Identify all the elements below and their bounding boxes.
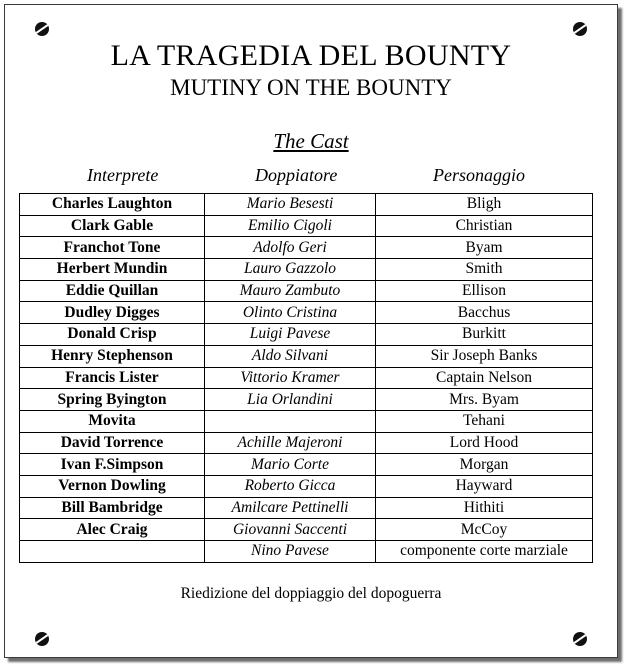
table-row [20,432,593,454]
dubber-cell: Mario Corte [205,454,376,476]
column-header-actor: Interprete [87,165,159,185]
actor-cell: Donald Crisp [20,324,205,346]
dubber-cell: Olinto Cristina [205,302,376,324]
table-row [20,541,593,563]
column-header-dubber: Doppiatore [255,165,338,185]
actor-cell: Ivan F.Simpson [20,454,205,476]
actor-cell: Herbert Mundin [20,259,205,281]
actor-cell: Dudley Digges [20,302,205,324]
dubber-cell: Adolfo Geri [205,237,376,259]
actor-cell: Vernon Dowling [20,475,205,497]
actor-cell: Clark Gable [20,215,205,237]
role-cell: Byam [376,237,593,259]
actor-cell: Franchot Tone [20,237,205,259]
role-cell: Morgan [376,454,593,476]
screw-icon [573,632,587,646]
footer-note: Riedizione del doppiaggio del dopoguerra [180,585,442,602]
role-cell: Hayward [376,475,593,497]
actor-cell: Spring Byington [20,389,205,411]
dubber-cell: Amilcare Pettinelli [205,497,376,519]
actor-cell [20,541,205,563]
role-cell: Bligh [376,194,593,216]
actor-cell: Henry Stephenson [20,345,205,367]
actor-cell: Eddie Quillan [20,280,205,302]
table-row [20,237,593,259]
table-row [20,389,593,411]
role-cell: Captain Nelson [376,367,593,389]
dubber-cell: Mario Besesti [205,194,376,216]
table-row [20,410,593,432]
role-cell: Mrs. Byam [376,389,593,411]
role-cell: Tehani [376,410,593,432]
table-row [20,324,593,346]
role-cell: Christian [376,215,593,237]
role-cell: Hithiti [376,497,593,519]
actor-cell: Bill Bambridge [20,497,205,519]
table-row [20,475,593,497]
role-cell: Bacchus [376,302,593,324]
role-cell: componente corte marziale [376,541,593,563]
table-row [20,454,593,476]
dubber-cell: Lauro Gazzolo [205,259,376,281]
table-row [20,302,593,324]
table-row [20,215,593,237]
dubber-cell [205,410,376,432]
page-title: LA TRAGEDIA DEL BOUNTY [110,39,512,72]
role-cell: McCoy [376,519,593,541]
actor-cell: Alec Craig [20,519,205,541]
dubber-cell: Vittorio Kramer [205,367,376,389]
cast-plaque [4,4,618,658]
cast-heading [5,129,617,154]
cast-table-body [20,194,593,563]
dubber-cell: Nino Pavese [205,541,376,563]
dubber-cell: Achille Majeroni [205,432,376,454]
table-row [20,497,593,519]
actor-cell: Charles Laughton [20,194,205,216]
actor-cell: Francis Lister [20,367,205,389]
dubber-cell: Mauro Zambuto [205,280,376,302]
page-subtitle: MUTINY ON THE BOUNTY [170,75,452,100]
role-cell: Ellison [376,280,593,302]
cast-table [19,193,593,563]
dubber-cell: Giovanni Saccenti [205,519,376,541]
screw-icon [35,22,49,36]
dubber-cell: Aldo Silvani [205,345,376,367]
table-row [20,280,593,302]
column-header-role: Personaggio [433,165,525,185]
dubber-cell: Roberto Gicca [205,475,376,497]
dubber-cell: Emilio Cigoli [205,215,376,237]
screw-icon [573,22,587,36]
actor-cell: Movita [20,410,205,432]
actor-cell: David Torrence [20,432,205,454]
screw-icon [35,632,49,646]
cast-heading-text: The Cast [273,129,349,153]
table-row [20,345,593,367]
table-row [20,259,593,281]
table-row [20,194,593,216]
role-cell: Sir Joseph Banks [376,345,593,367]
role-cell: Smith [376,259,593,281]
table-row [20,367,593,389]
role-cell: Burkitt [376,324,593,346]
dubber-cell: Luigi Pavese [205,324,376,346]
role-cell: Lord Hood [376,432,593,454]
table-row [20,519,593,541]
dubber-cell: Lia Orlandini [205,389,376,411]
